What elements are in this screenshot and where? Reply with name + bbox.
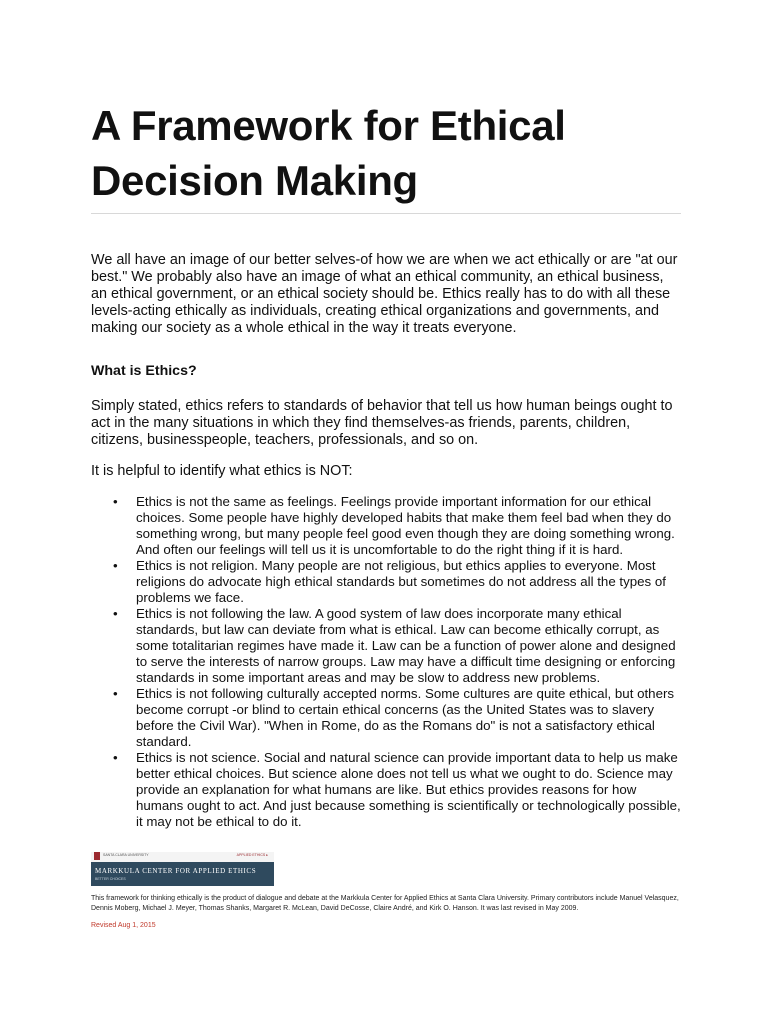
not-ethics-list [91, 494, 681, 830]
title-divider [91, 213, 681, 214]
list-item [91, 494, 681, 558]
bullet-icon: • [113, 606, 118, 621]
list-item-text: Ethics is not the same as feelings. Feelings provide important information for our ethical choices. Some people have highly developed habits that make them feel bad when they do something wrong, but many people feel good even though they are doing something wrong. And often our feelings will tell us it is uncomfortable to do the right thing if it is hard. [136, 494, 675, 557]
logo-tagline: BETTER CHOICES [95, 877, 126, 881]
list-item [91, 558, 681, 606]
list-item [91, 750, 681, 830]
title-line-1: A Framework for Ethical [91, 102, 566, 149]
bullet-icon: • [113, 558, 118, 573]
list-item-text: Ethics is not following the law. A good system of law does incorporate many ethical standards, but law can deviate from what is ethical. Law can become ethically corrupt, as some totalitarian regimes have made it. Law can be a function of power alone and designed to serve the interests of narrow groups. Law may have a difficult time designing or enforcing standards in some important areas and may be slow to address new problems. [136, 606, 676, 685]
list-item [91, 606, 681, 686]
section-heading: What is Ethics? [91, 363, 197, 379]
not-ethics-intro: It is helpful to identify what ethics is NOT: [91, 463, 353, 479]
definition-paragraph: Simply stated, ethics refers to standards of behavior that tell us how human beings ought to act in the many situations in which they find themselves-as friends, parents, children, citizens, businesspeople, teachers, professionals, and so on. [91, 398, 673, 448]
page-title [91, 98, 681, 208]
intro-paragraph: We all have an image of our better selves-of how we are when we act ethically or are "at our best." We probably also have an image of what an ethical community, an ethical business, an ethical government, or an ethical society should be. Ethics really has to do with all these levels-acting ethically as individuals, creating ethical organizations and governments, and making our society as a whole ethical in the way it treats everyone. [91, 252, 678, 336]
document-body [91, 0, 681, 830]
list-item-text: Ethics is not religion. Many people are not religious, but ethics applies to everyone. Most religions do advocate high ethical standards but sometimes do not address all the types of problems we face. [136, 558, 666, 605]
logo-center-name: MARKKULA CENTER FOR APPLIED ETHICS [95, 867, 257, 875]
revised-date: Revised Aug 1, 2015 [91, 922, 156, 929]
university-seal-icon [94, 852, 100, 860]
list-item-text: Ethics is not following culturally accepted norms. Some cultures are quite ethical, but others become corrupt -or blind to certain ethical concerns (as the United States was to slavery before the Civil War). "When in Rome, do as the Romans do" is not a satisfactory ethical standard. [136, 686, 675, 749]
logo-university-text: SANTA CLARA UNIVERSITY [103, 853, 149, 857]
title-line-2: Decision Making [91, 157, 418, 204]
footnote: This framework for thinking ethically is the product of dialogue and debate at the Markkula Center for Applied Ethics at Santa Clara University. Primary contributors include Manuel Velasquez, Dennis Moberg, Michael J. Meyer, Thomas Shanks, Margaret R. McLean, David DeCosse, Claire André, and Kirk O. Hanson. It was last revised in May 2009. [91, 895, 679, 912]
list-item-text: Ethics is not science. Social and natural science can provide important data to help us make better ethical choices. But science alone does not tell us what we ought to do. Science may provide an explanation for what humans are like. But ethics provides reasons for how humans ought to act. And just because something is scientifically or technologically possible, it may not be ethical to do it. [136, 750, 681, 829]
logo-nav-text: APPLIED ETHICS ▸ [236, 853, 268, 857]
markkula-center-logo [91, 852, 274, 886]
bullet-icon: • [113, 686, 118, 701]
bullet-icon: • [113, 750, 118, 765]
logo-header-strip [91, 852, 274, 862]
list-item [91, 686, 681, 750]
bullet-icon: • [113, 494, 118, 509]
